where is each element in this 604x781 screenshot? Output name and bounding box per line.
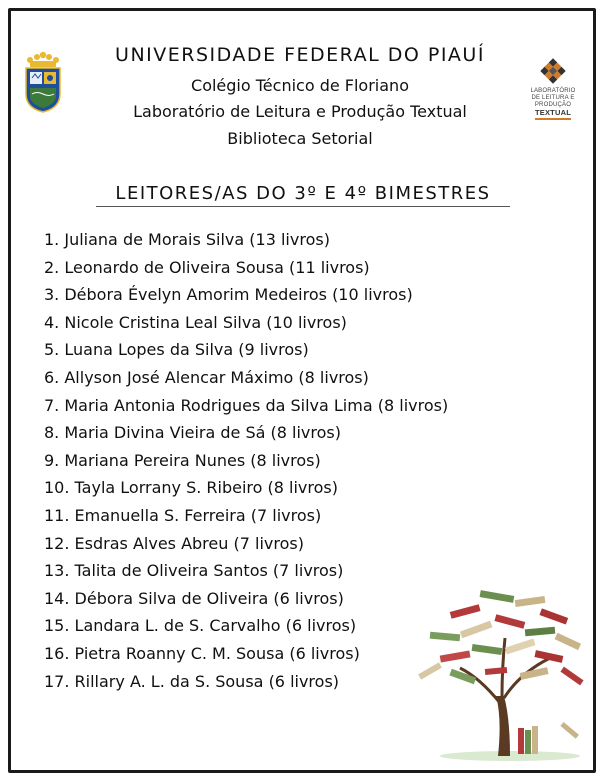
list-item: 11. Emanuella S. Ferreira (7 livros) <box>44 505 322 525</box>
library-name: Biblioteca Setorial <box>227 129 373 148</box>
ufpi-coat-of-arms-icon <box>22 50 64 114</box>
list-item: 16. Pietra Roanny C. M. Sousa (6 livros) <box>44 643 360 663</box>
list-item: 5. Luana Lopes da Silva (9 livros) <box>44 340 309 360</box>
list-item: 1. Juliana de Morais Silva (13 livros) <box>44 230 330 249</box>
list-item: 10. Tayla Lorrany S. Ribeiro (8 livros) <box>44 478 338 498</box>
college-name: Colégio Técnico de Floriano <box>191 76 409 95</box>
list-item: 8. Maria Divina Vieira de Sá (8 livros) <box>44 423 341 443</box>
university-title: UNIVERSIDADE FEDERAL DO PIAUÍ <box>115 44 485 66</box>
list-item: 6. Allyson José Alencar Máximo (8 livros) <box>44 367 369 387</box>
list-item: 15. Landara L. de S. Carvalho (6 livros) <box>44 616 357 636</box>
lab-emblem-icon <box>540 58 566 84</box>
list-item: 13. Talita de Oliveira Santos (7 livros) <box>44 561 344 581</box>
lab-logo <box>527 58 579 124</box>
list-item: 12. Esdras Alves Abreu (7 livros) <box>44 533 304 553</box>
header <box>0 0 604 160</box>
lab-logo-line1: LABORATÓRIO <box>530 88 576 94</box>
list-item: 2. Leonardo de Oliveira Sousa (11 livros) <box>44 257 370 277</box>
book-tree-icon <box>410 578 595 763</box>
list-item: 14. Débora Silva de Oliveira (6 livros) <box>44 588 344 608</box>
list-item: 3. Débora Évelyn Amorim Medeiros (10 livros) <box>44 285 413 305</box>
list-item: 9. Mariana Pereira Nunes (8 livros) <box>44 450 321 470</box>
lab-logo-underline <box>535 118 571 120</box>
lab-logo-line3: PRODUÇÃO <box>534 102 572 108</box>
section-title: LEITORES/AS DO 3º E 4º BIMESTRES <box>96 183 510 207</box>
lab-logo-line2: DE LEITURA E <box>531 95 575 101</box>
laboratory-name: Laboratório de Leitura e Produção Textual <box>133 102 467 121</box>
list-item: 4. Nicole Cristina Leal Silva (10 livros) <box>44 312 347 332</box>
lab-logo-line4: TEXTUAL <box>535 108 571 117</box>
list-item: 17. Rillary A. L. da S. Sousa (6 livros) <box>44 671 340 691</box>
list-item: 7. Maria Antonia Rodrigues da Silva Lima (8 livros) <box>44 395 449 415</box>
